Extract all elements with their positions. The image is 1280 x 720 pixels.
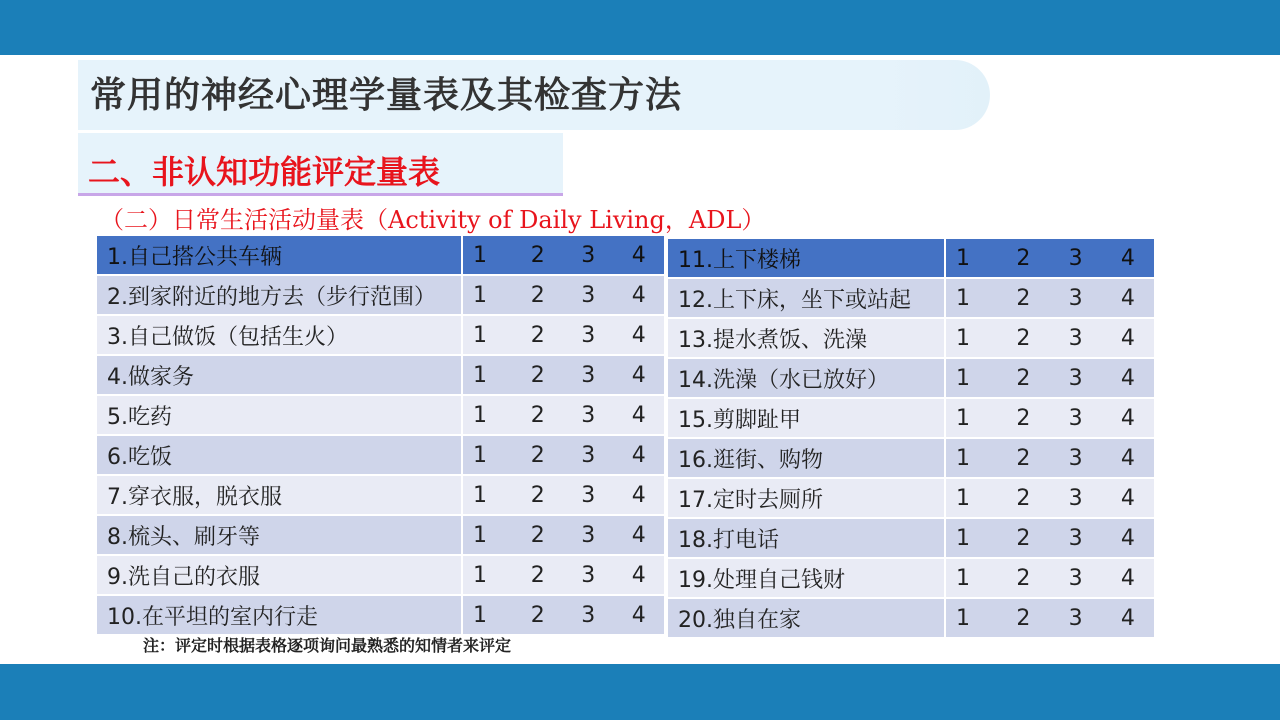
- table-row: [668, 478, 1154, 518]
- table-row: [97, 475, 664, 515]
- score-option: 2: [997, 398, 1049, 438]
- table-row: [97, 395, 664, 435]
- score-option: 1: [462, 435, 513, 475]
- score-option: 1: [945, 239, 997, 278]
- score-option: 3: [563, 395, 614, 435]
- table-row: [668, 358, 1154, 398]
- score-option: 3: [563, 555, 614, 595]
- score-option: 3: [563, 275, 614, 315]
- score-option: 2: [513, 595, 564, 635]
- score-option: 2: [997, 239, 1049, 278]
- score-option: 1: [462, 595, 513, 635]
- score-option: 1: [945, 438, 997, 478]
- activity-item: 5.吃药: [97, 395, 462, 435]
- score-option: 3: [563, 435, 614, 475]
- score-option: 1: [462, 355, 513, 395]
- score-option: 2: [997, 438, 1049, 478]
- activity-item: 18.打电话: [668, 518, 945, 558]
- bottom-banner: [0, 664, 1280, 720]
- score-option: 4: [1102, 239, 1154, 278]
- score-option: 3: [1050, 358, 1102, 398]
- scale-title: （二）日常生活活动量表（Activity of Daily Living，ADL）: [100, 206, 766, 234]
- activity-item: 2.到家附近的地方去（步行范围）: [97, 275, 462, 315]
- score-option: 3: [563, 315, 614, 355]
- score-option: 2: [513, 236, 564, 275]
- score-option: 4: [614, 435, 665, 475]
- score-option: 4: [614, 595, 665, 635]
- activity-item: 14.洗澡（水已放好）: [668, 358, 945, 398]
- score-option: 1: [945, 478, 997, 518]
- table-row: [668, 318, 1154, 358]
- score-option: 2: [513, 435, 564, 475]
- score-option: 3: [563, 595, 614, 635]
- table-row: [668, 558, 1154, 598]
- score-option: 3: [1050, 518, 1102, 558]
- footnote: 注：评定时根据表格逐项询问最熟悉的知情者来评定: [143, 636, 512, 655]
- score-option: 4: [614, 355, 665, 395]
- table-row: [97, 275, 664, 315]
- score-option: 3: [563, 515, 614, 555]
- activity-item: 3.自己做饭（包括生火）: [97, 315, 462, 355]
- score-option: 3: [563, 236, 614, 275]
- score-option: 4: [1102, 598, 1154, 638]
- activity-item: 13.提水煮饭、洗澡: [668, 318, 945, 358]
- score-option: 1: [462, 315, 513, 355]
- score-option: 4: [614, 315, 665, 355]
- score-option: 2: [997, 518, 1049, 558]
- score-option: 4: [1102, 318, 1154, 358]
- score-option: 3: [1050, 239, 1102, 278]
- activity-item: 16.逛街、购物: [668, 438, 945, 478]
- score-option: 2: [513, 395, 564, 435]
- activity-item: 1.自己搭公共车辆: [97, 236, 462, 275]
- activity-item: 12.上下床，坐下或站起: [668, 278, 945, 318]
- score-option: 4: [614, 236, 665, 275]
- activity-item: 9.洗自己的衣服: [97, 555, 462, 595]
- activity-item: 8.梳头、刷牙等: [97, 515, 462, 555]
- score-option: 4: [614, 475, 665, 515]
- score-option: 1: [945, 518, 997, 558]
- score-option: 4: [1102, 518, 1154, 558]
- table-row: [668, 598, 1154, 638]
- score-option: 3: [1050, 478, 1102, 518]
- activity-item: 11.上下楼梯: [668, 239, 945, 278]
- score-option: 1: [462, 475, 513, 515]
- score-option: 1: [462, 275, 513, 315]
- score-option: 2: [997, 318, 1049, 358]
- score-option: 2: [513, 275, 564, 315]
- table-row: [97, 555, 664, 595]
- score-option: 1: [945, 358, 997, 398]
- score-option: 1: [462, 515, 513, 555]
- table-row: [668, 398, 1154, 438]
- table-row: [97, 315, 664, 355]
- top-banner: [0, 0, 1280, 55]
- score-option: 1: [462, 555, 513, 595]
- activity-item: 4.做家务: [97, 355, 462, 395]
- table-row: [97, 435, 664, 475]
- adl-table-left: [97, 236, 664, 636]
- score-option: 3: [563, 355, 614, 395]
- adl-table-right-body: [668, 239, 1154, 638]
- score-option: 4: [1102, 358, 1154, 398]
- score-option: 3: [1050, 558, 1102, 598]
- score-option: 4: [1102, 278, 1154, 318]
- table-row: [97, 595, 664, 635]
- page-title: 常用的神经心理学量表及其检查方法: [90, 75, 683, 116]
- section-heading: 二、非认知功能评定量表: [88, 153, 441, 191]
- adl-table-right: [668, 239, 1154, 639]
- score-option: 3: [1050, 278, 1102, 318]
- score-option: 4: [1102, 558, 1154, 598]
- activity-item: 10.在平坦的室内行走: [97, 595, 462, 635]
- activity-item: 6.吃饭: [97, 435, 462, 475]
- score-option: 1: [945, 398, 997, 438]
- score-option: 1: [462, 236, 513, 275]
- score-option: 2: [997, 598, 1049, 638]
- score-option: 4: [614, 275, 665, 315]
- table-row: [668, 438, 1154, 478]
- score-option: 3: [1050, 398, 1102, 438]
- score-option: 3: [1050, 318, 1102, 358]
- table-row: [668, 239, 1154, 278]
- score-option: 4: [1102, 478, 1154, 518]
- score-option: 2: [997, 558, 1049, 598]
- activity-item: 7.穿衣服，脱衣服: [97, 475, 462, 515]
- score-option: 4: [1102, 438, 1154, 478]
- score-option: 4: [614, 515, 665, 555]
- score-option: 1: [945, 318, 997, 358]
- score-option: 1: [945, 278, 997, 318]
- activity-item: 15.剪脚趾甲: [668, 398, 945, 438]
- score-option: 3: [563, 475, 614, 515]
- activity-item: 19.处理自己钱财: [668, 558, 945, 598]
- table-row: [97, 355, 664, 395]
- activity-item: 20.独自在家: [668, 598, 945, 638]
- score-option: 2: [997, 478, 1049, 518]
- score-option: 4: [1102, 398, 1154, 438]
- score-option: 4: [614, 555, 665, 595]
- score-option: 2: [513, 355, 564, 395]
- score-option: 2: [513, 475, 564, 515]
- table-row: [97, 515, 664, 555]
- score-option: 2: [997, 278, 1049, 318]
- score-option: 2: [513, 515, 564, 555]
- score-option: 2: [997, 358, 1049, 398]
- score-option: 2: [513, 555, 564, 595]
- adl-table-left-body: [97, 236, 664, 635]
- activity-item: 17.定时去厕所: [668, 478, 945, 518]
- score-option: 1: [462, 395, 513, 435]
- score-option: 1: [945, 598, 997, 638]
- table-row: [668, 278, 1154, 318]
- score-option: 1: [945, 558, 997, 598]
- score-option: 3: [1050, 598, 1102, 638]
- table-row: [668, 518, 1154, 558]
- score-option: 2: [513, 315, 564, 355]
- score-option: 4: [614, 395, 665, 435]
- score-option: 3: [1050, 438, 1102, 478]
- table-row: [97, 236, 664, 275]
